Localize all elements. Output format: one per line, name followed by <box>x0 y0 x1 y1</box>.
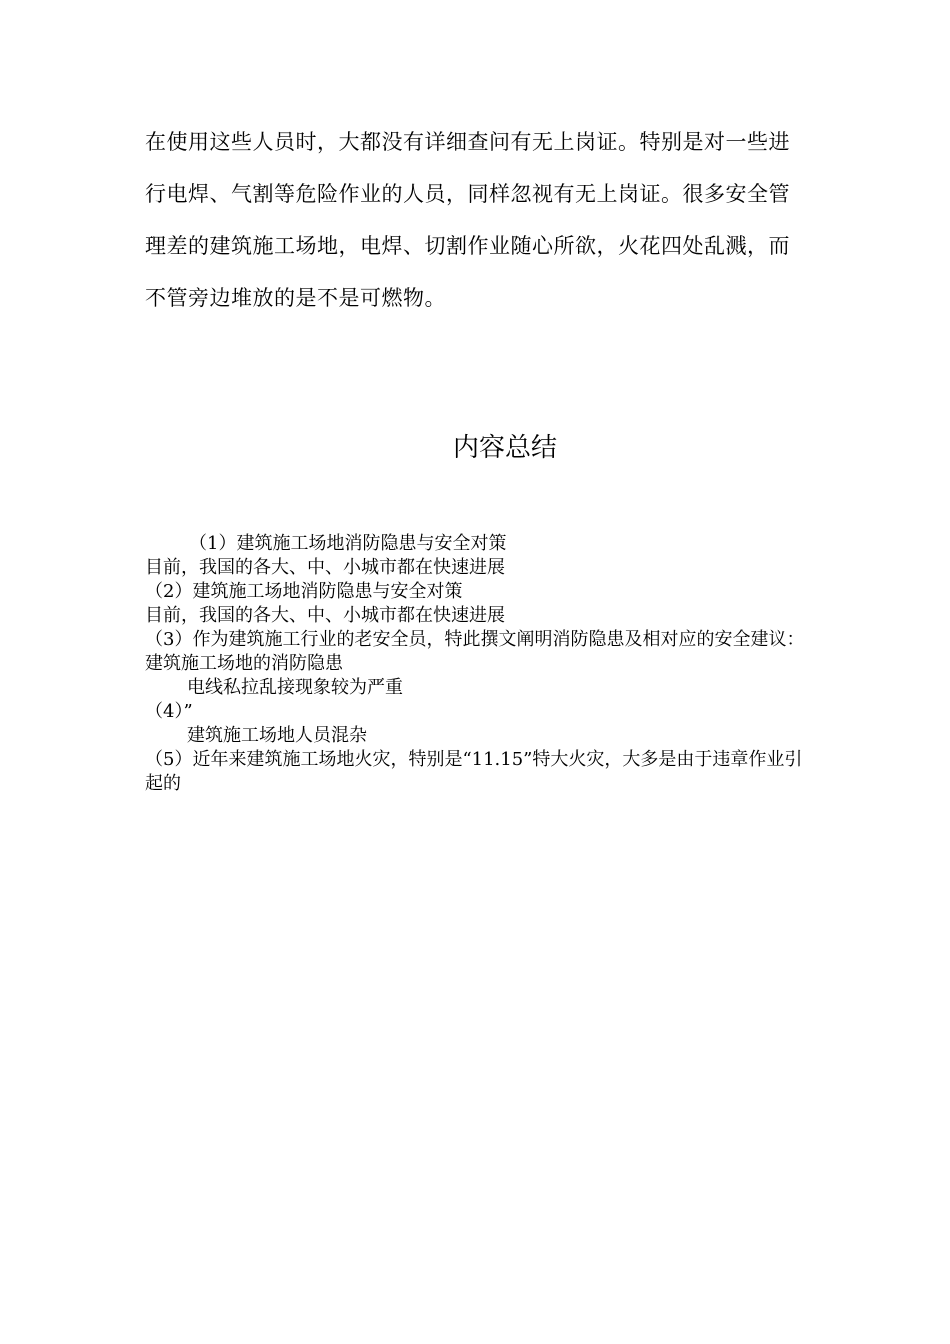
summary-line: 目前，我国的各大、中、小城市都在快速进展 <box>145 557 505 578</box>
intro-paragraph: 在使用这些人员时，大都没有详细查问有无上岗证。特别是对一些进行电焊、气割等危险作业的人员，同样忽视有无上岗证。很多安全管理差的建筑施工场地，电焊、切割作业随心所欲，火花四处乱溅，而不管旁边堆放的是不是可燃物。 <box>145 130 790 310</box>
summary-line: 建筑施工场地的消防隐患 <box>145 653 343 674</box>
summary-body <box>145 532 815 796</box>
summary-line: （5）近年来建筑施工场地火灾，特别是“11.15”特大火灾，大多是由于违章作业引起的 <box>145 749 803 794</box>
summary-title: 内容总结 <box>452 433 557 463</box>
summary-line: 目前，我国的各大、中、小城市都在快速进展 <box>145 605 505 626</box>
summary-line: （1）建筑施工场地消防隐患与安全对策 <box>189 533 507 554</box>
summary-line: （4）” <box>145 701 193 722</box>
intro-section <box>145 116 805 324</box>
summary-line: 建筑施工场地人员混杂 <box>187 725 367 746</box>
summary-line: （3）作为建筑施工行业的老安全员，特此撰文阐明消防隐患及相对应的安全建议： <box>145 629 805 650</box>
summary-line: 电线私拉乱接现象较为严重 <box>187 677 403 698</box>
summary-line: （2）建筑施工场地消防隐患与安全对策 <box>145 581 463 602</box>
